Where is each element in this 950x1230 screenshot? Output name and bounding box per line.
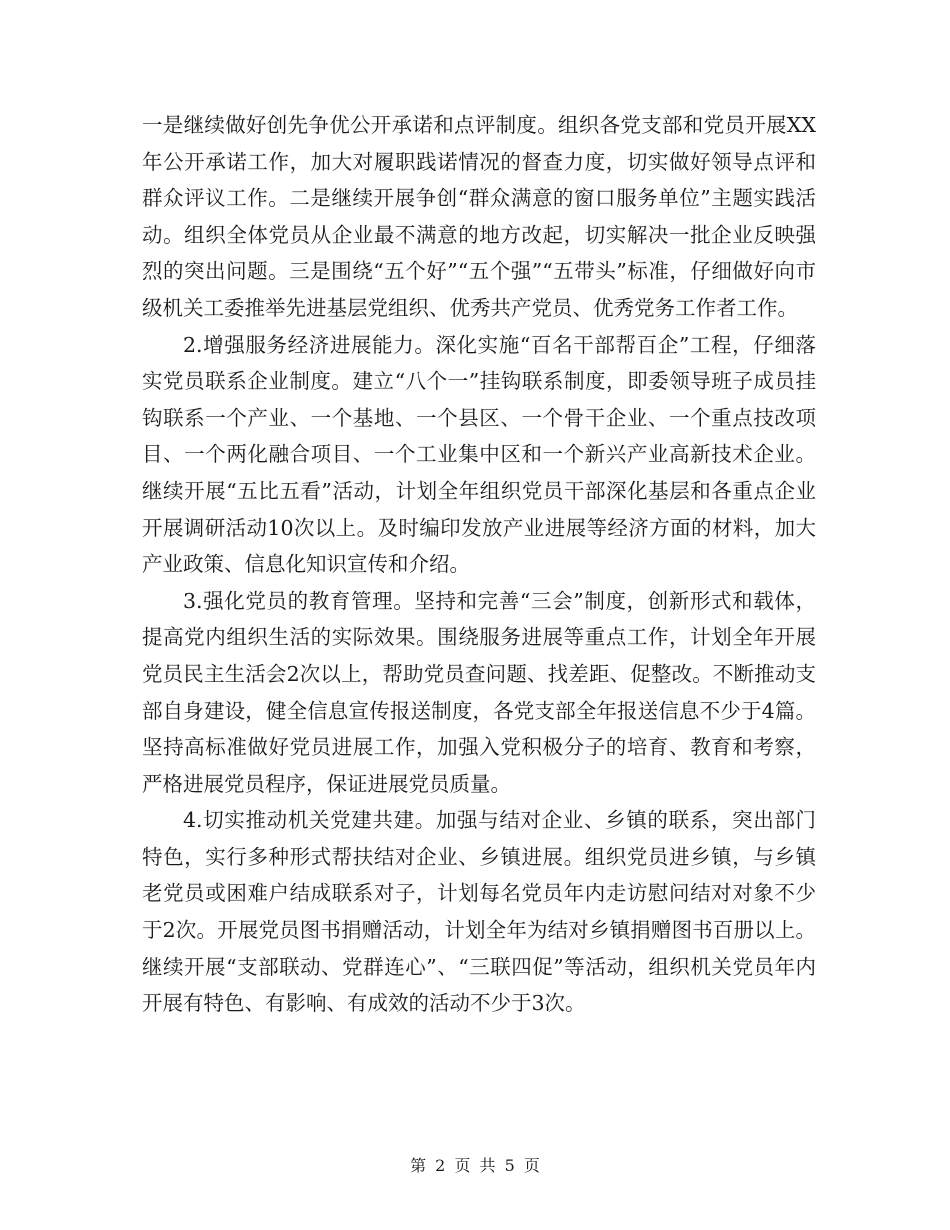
paragraph-1: 一是继续做好创先争优公开承诺和点评制度。组织各党支部和党员开展XX年公开承诺工作，加大对履职践诺情况的督查力度，切实做好领导点评和群众评议工作。二是继续开展争创“群众满意的窗口服务单位”主题实践活动。组织全体党员从企业最不满意的地方改起，切实解决一批企业反映强烈的突出问题。三是围绕“五个好”“五个强”“五带头”标准，仔细做好向市级机关工委推举先进基层党组织、优秀共产党员、优秀党务工作者工作。	[142, 113, 816, 320]
paragraph-2: 2.增强服务经济进展能力。深化实施“百名干部帮百企”工程，仔细落实党员联系企业制度。建立“八个一”挂钩联系制度，即委领导班子成员挂钩联系一个产业、一个基地、一个县区、一个骨干企业、一个重点技改项目、一个两化融合项目、一个工业集中区和一个新兴产业高新技术企业。继续开展“五比五看”活动，计划全年组织党员干部深化基层和各重点企业开展调研活动10次以上。及时编印发放产业进展等经济方面的材料，加大产业政策、信息化知识宣传和介绍。	[142, 332, 816, 577]
paragraph-3: 3.强化党员的教育管理。坚持和完善“三会”制度，创新形式和载体，提高党内组织生活的实际效果。围绕服务进展等重点工作，计划全年开展党员民主生活会2次以上，帮助党员查问题、找差距、促整改。不断推动支部自身建设，健全信息宣传报送制度，各党支部全年报送信息不少于4篇。坚持高标准做好党员进展工作，加强入党积极分子的培育、教育和考察，严格进展党员程序，保证进展党员质量。	[142, 588, 816, 796]
paragraph-4: 4.切实推动机关党建共建。加强与结对企业、乡镇的联系，突出部门特色，实行多种形式帮扶结对企业、乡镇进展。组织党员进乡镇，与乡镇老党员或困难户结成联系对子，计划每名党员年内走访慰问结对对象不少于2次。开展党员图书捐赠活动，计划全年为结对乡镇捐赠图书百册以上。继续开展“支部联动、党群连心”、“三联四促”等活动，组织机关党员年内开展有特色、有影响、有成效的活动不少于3次。	[142, 808, 816, 1016]
page-number-footer: 第 2 页 共 5 页	[410, 1156, 540, 1175]
document-body	[142, 107, 816, 1022]
